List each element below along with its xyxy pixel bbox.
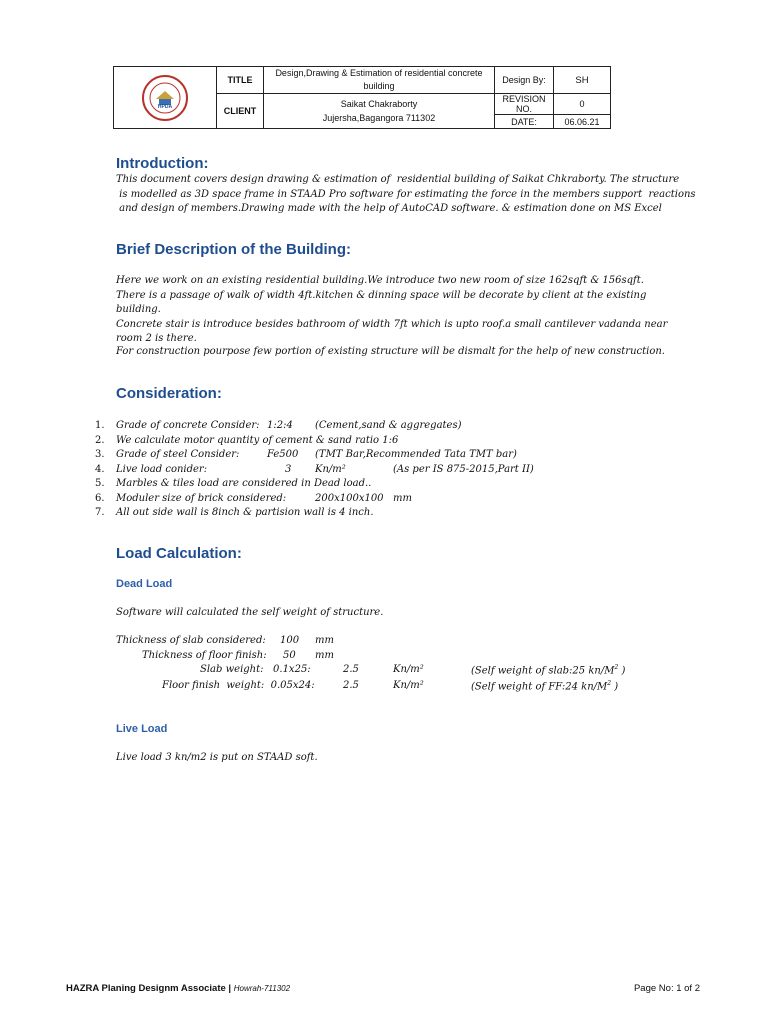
item-value: 1:2:4	[267, 420, 293, 431]
company-logo	[122, 72, 208, 124]
description-note: For construction pourpose few portion of existing structure will be dismalt for the help of new construction.	[116, 346, 665, 357]
item-text: Marbles & tiles load are considered in Dead load..	[116, 478, 372, 489]
description-line: Here we work on an existing residential building.We introduce two new room of size 162sqft & 156sqft.	[116, 275, 644, 286]
note-exponent: 2	[614, 664, 619, 671]
item-text: Grade of steel Consider:	[116, 449, 240, 460]
client-label: CLIENT	[217, 94, 264, 129]
list-item	[95, 506, 398, 521]
slab-weight-value: 2.5	[343, 664, 359, 675]
description-heading: Brief Description of the Building:	[116, 241, 351, 258]
item-value: Fe500	[267, 449, 299, 460]
item-value: 200x100x100	[315, 492, 384, 504]
item-number: 4.	[95, 463, 105, 475]
slab-thickness-label: Thickness of slab considered:	[116, 635, 266, 646]
slab-thickness-unit: mm	[315, 635, 334, 646]
client-address: Jujersha,Bagangora 711302	[322, 113, 436, 123]
note-close: )	[618, 665, 626, 677]
company-name: HAZRA Planing Designm Associate |	[66, 983, 232, 994]
client-name: Saikat Chakraborty	[340, 99, 418, 109]
note-text: (Self weight of FF:24 kn/M	[471, 681, 608, 693]
title-label: TITLE	[217, 67, 264, 94]
item-value: 3	[285, 463, 292, 475]
list-item	[95, 419, 462, 434]
introduction-line: This document covers design drawing & estimation of residential building of Saikat Chkraborty. The structure	[116, 174, 680, 185]
logo-cell	[114, 67, 217, 129]
description-line: There is a passage of walk of width 4ft.kitchen & dinning space will be decorate by client at the existing building.	[116, 289, 647, 315]
item-text: All out side wall is 8inch & partision wall is 4 inch.	[116, 507, 374, 518]
slab-thickness-value: 100	[280, 635, 300, 646]
item-number: 6.	[95, 492, 105, 504]
item-text: Grade of concrete Consider:	[116, 420, 260, 431]
date-value: 06.06.21	[554, 115, 611, 129]
item-text: Live load conider:	[116, 463, 208, 475]
ff-thickness-value: 50	[283, 650, 296, 661]
introduction-heading: Introduction:	[116, 155, 209, 172]
consideration-list	[95, 419, 534, 521]
slab-weight-note	[471, 664, 625, 676]
note-close: )	[611, 681, 619, 693]
date-label: DATE:	[495, 115, 554, 129]
slab-weight-label: Slab weight: 0.1x25:	[200, 664, 311, 675]
live-load-text: Live load 3 kn/m2 is put on STAAD soft.	[116, 752, 318, 763]
introduction-line: is modelled as 3D space frame in STAAD Pro software for estimating the force in the members support reactions	[116, 188, 696, 200]
note-exponent: 2	[607, 680, 612, 687]
description-body	[116, 274, 686, 347]
item-number: 2.	[95, 434, 105, 446]
ff-thickness-unit: mm	[315, 650, 334, 661]
logo-abbr: HPDA	[157, 103, 173, 110]
item-number: 1.	[95, 420, 105, 431]
list-item	[95, 463, 534, 478]
load-heading: Load Calculation:	[116, 545, 242, 562]
ff-weight-value: 2.5	[343, 680, 359, 691]
item-unit: Kn/m²	[315, 463, 346, 475]
dead-load-heading: Dead Load	[116, 578, 173, 590]
page-number: Page No: 1 of 2	[633, 983, 700, 994]
description-line: room 2 is there.	[116, 333, 197, 344]
design-by-value: SH	[554, 67, 611, 94]
item-note: (TMT Bar,Recommended Tata TMT bar)	[315, 449, 517, 460]
dead-load-intro: Software will calculated the self weight of structure.	[116, 607, 384, 618]
list-item	[95, 477, 398, 492]
item-note: (Cement,sand & aggregates)	[315, 420, 462, 431]
item-unit: mm	[393, 492, 412, 504]
footer-company	[66, 983, 290, 994]
slab-weight-unit: Kn/m²	[393, 664, 424, 675]
note-text: (Self weight of slab:25 kn/M	[471, 665, 615, 677]
ff-weight-note	[471, 680, 618, 692]
item-number: 3.	[95, 449, 105, 460]
ff-weight-unit: Kn/m²	[393, 680, 424, 691]
introduction-body	[116, 173, 696, 217]
list-item	[95, 492, 412, 507]
introduction-line: and design of members.Drawing made with the help of AutoCAD software. & estimation done on MS Excel	[116, 203, 662, 214]
consideration-heading: Consideration:	[116, 385, 222, 402]
item-note: (As per IS 875-2015,Part II)	[393, 463, 534, 475]
item-text: We calculate motor quantity of cement & sand ratio 1:6	[116, 434, 399, 446]
list-item	[95, 434, 398, 449]
client-info	[264, 94, 495, 129]
title-block	[113, 66, 611, 129]
design-by-label: Design By:	[495, 67, 554, 94]
title-value: Design,Drawing & Estimation of residential concrete building	[264, 67, 495, 94]
company-address: Howrah-711302	[233, 984, 291, 993]
description-line: Concrete stair is introduce besides bathroom of width 7ft which is upto roof.a small cantilever vadanda near	[116, 318, 668, 330]
ff-thickness-label: Thickness of floor finish:	[142, 650, 267, 661]
revision-label: REVISION NO.	[495, 94, 554, 115]
item-text: Moduler size of brick considered:	[116, 492, 287, 504]
ff-weight-label: Floor finish weight: 0.05x24:	[162, 680, 315, 691]
list-item	[95, 448, 517, 463]
live-load-heading: Live Load	[116, 723, 168, 735]
item-number: 7.	[95, 507, 105, 518]
revision-value: 0	[554, 94, 611, 115]
item-number: 5.	[95, 478, 105, 489]
